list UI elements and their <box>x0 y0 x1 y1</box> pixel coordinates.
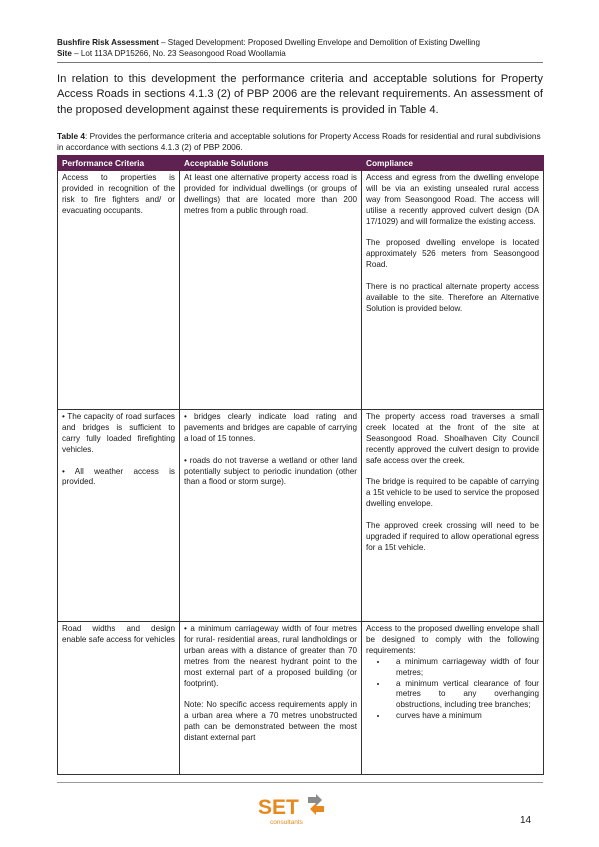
solutions-text: • bridges clearly indicate load rating and pavements and bridges are capable of carrying a load of 15 tonnes. <box>184 412 357 443</box>
solutions-text: At least one alternative property access road is provided for individual dwellings (or groups of dwellings) that are located more than 200 metres from a public through road. <box>184 173 357 215</box>
compliance-text: Access to the proposed dwelling envelope shall be designed to comply with the following requirements: <box>366 624 539 655</box>
table-row <box>58 622 544 775</box>
table-caption: Table 4: Provides the performance criteria and acceptable solutions for Property Access Roads for residential and rural subdivisions in accordance with sections 4.1.3 (2) of PBP 2006. <box>57 131 541 152</box>
compliance-cell <box>362 622 544 775</box>
list-item: • a minimum vertical clearance of four metres to any overhanging obstructions, including tree branches; <box>388 679 539 712</box>
header-divider <box>57 62 543 63</box>
page-number: 14 <box>520 815 532 826</box>
compliance-cell <box>362 410 544 622</box>
compliance-text: The approved creek crossing will need to be upgraded if required to allow operational egress for a 15t vehicle. <box>366 521 539 552</box>
header-line-1: Bushfire Risk Assessment – Staged Development: Proposed Dwelling Envelope and Demolition of Existing Dwelling <box>57 38 481 47</box>
criteria-cell <box>58 622 180 775</box>
solutions-cell <box>180 622 362 775</box>
running-header <box>57 37 542 59</box>
set-consultants-logo <box>256 792 346 828</box>
criteria-text: Access to properties is provided in recognition of the risk to fire fighters and/ or evacuating occupants. <box>62 173 175 215</box>
intro-paragraph: In relation to this development the performance criteria and acceptable solutions for Property Access Roads in sections 4.1.3 (2) of PBP 2006 are the relevant requirements. An assessment of the proposed development against these requirements is provided in Table 4. <box>57 73 543 116</box>
table-row <box>58 171 544 410</box>
list-item: • curves have a minimum <box>388 711 539 722</box>
compliance-text: Access and egress from the dwelling envelope will be via an existing unsealed rural access way from Seasongood Road. The access will utilise a recently approved culvert design (DA 17/1029) and will formalize the existing access. <box>366 173 539 226</box>
logo-subtext: consultants <box>270 819 303 826</box>
compliance-text: The bridge is required to be capable of carrying a 15t vehicle to be used to service the proposed dwelling envelope. <box>366 477 539 509</box>
header-acceptable-solutions: Acceptable Solutions <box>180 156 362 171</box>
compliance-text: There is no practical alternate property access available to the site. Therefore an Alternative Solution is provided below. <box>366 282 539 313</box>
solutions-cell <box>180 171 362 410</box>
footer-divider <box>57 782 543 783</box>
criteria-table <box>57 155 544 775</box>
solutions-text: • a minimum carriageway width of four metres for rural- residential areas, rural landholdings or urban areas with a distance of greater than 70 metres from the nearest hydrant point to the most external part of a proposed building (or footprint). <box>184 624 357 688</box>
table-header-row <box>58 156 544 171</box>
criteria-text: • The capacity of road surfaces and bridges is sufficient to carry fully loaded firefighting vehicles. <box>62 412 175 454</box>
compliance-text: The property access road traverses a small creek located at the front of the site at Seasongood Road. Shoalhaven City Council recently approved the culvert design to provide safe access over the creek. <box>366 412 539 465</box>
criteria-text: Road widths and design enable safe access for vehicles <box>62 624 175 644</box>
requirements-list <box>366 657 539 722</box>
list-item: • a minimum carriageway width of four metres; <box>388 657 539 679</box>
compliance-text: The proposed dwelling envelope is located approximately 526 meters from Seasongood Road. <box>366 238 539 270</box>
table-row <box>58 410 544 622</box>
header-line-2: Site – Lot 113A DP15266, No. 23 Seasongood Road Woollamia <box>57 49 286 58</box>
logo-wordmark: SET <box>258 796 299 819</box>
header-performance-criteria: Performance Criteria <box>58 156 180 171</box>
logo-mark-icon <box>308 794 324 815</box>
solutions-text: • roads do not traverse a wetland or other land potentially subject to periodic inundation (other than a flood or storm surge). <box>184 455 357 487</box>
solutions-cell <box>180 410 362 622</box>
compliance-cell <box>362 171 544 410</box>
solutions-text: Note: No specific access requirements apply in a urban area where a 70 metres unobstructed path can be demonstrated between the most distant external part <box>184 700 357 743</box>
criteria-text: • All weather access is provided. <box>62 466 175 487</box>
criteria-cell <box>58 410 180 622</box>
header-compliance: Compliance <box>362 156 544 171</box>
criteria-cell <box>58 171 180 410</box>
